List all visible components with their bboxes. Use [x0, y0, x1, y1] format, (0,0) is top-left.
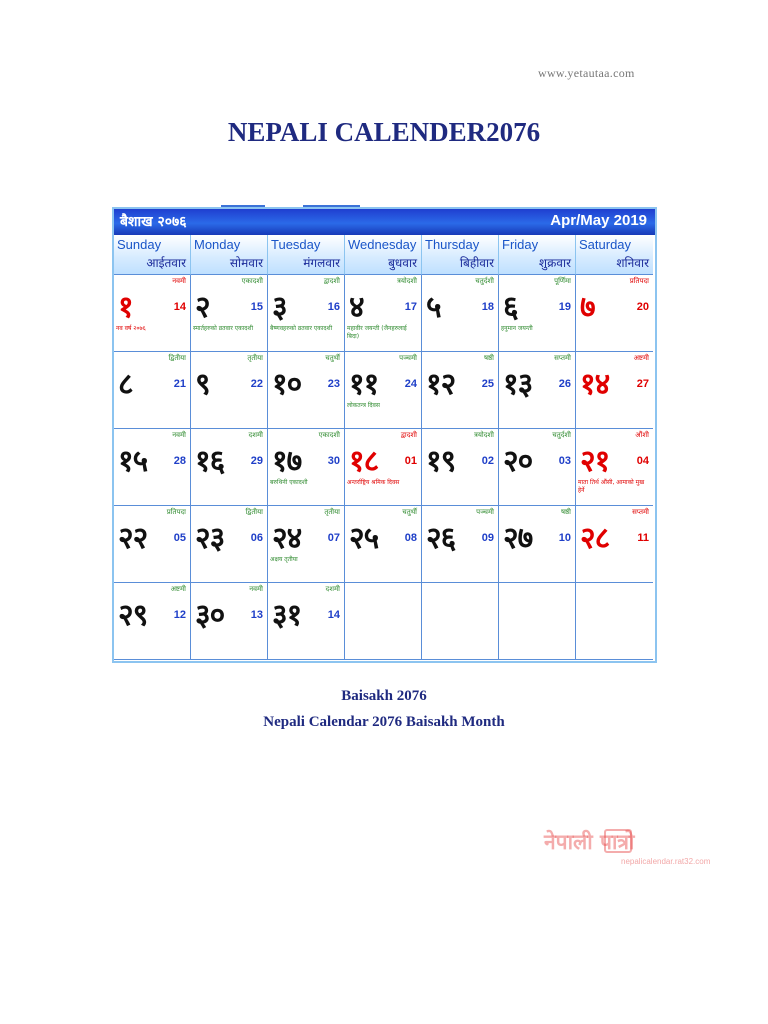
tithi-label: एकादशी — [318, 431, 340, 439]
tithi-label: द्वितीया — [168, 354, 186, 362]
tithi-label: नवमी — [172, 431, 186, 439]
tithi-label: औंशी — [635, 431, 649, 439]
day-cell[interactable] — [422, 429, 499, 506]
weekday-header — [499, 235, 576, 275]
weekday-nepali: आईतवार — [146, 256, 186, 270]
nepali-date: १७ — [272, 444, 302, 479]
day-cell[interactable] — [114, 275, 191, 352]
day-cell[interactable] — [114, 583, 191, 660]
day-cell[interactable] — [268, 583, 345, 660]
weekday-english: Thursday — [425, 237, 480, 252]
day-cell[interactable] — [268, 429, 345, 506]
event-label: नव वर्ष २०७६ — [116, 325, 146, 332]
english-date: 29 — [250, 455, 263, 467]
english-date: 17 — [404, 301, 417, 313]
day-cell[interactable] — [499, 429, 576, 506]
weekday-english: Sunday — [117, 237, 162, 252]
english-date: 18 — [481, 301, 494, 313]
nepali-date: १ — [118, 290, 133, 325]
day-cell[interactable] — [268, 352, 345, 429]
tithi-label: तृतीया — [324, 508, 340, 516]
nepali-date: ८ — [118, 367, 133, 402]
empty-cell — [499, 583, 576, 660]
weekday-header — [345, 235, 422, 275]
nepali-date: २५ — [349, 521, 379, 556]
day-cell[interactable] — [268, 506, 345, 583]
weekday-row — [114, 235, 655, 275]
english-date: 12 — [173, 609, 186, 621]
nepali-date: २२ — [118, 521, 148, 556]
tithi-label: षष्ठी — [484, 354, 494, 362]
tithi-label: दशमी — [325, 585, 340, 593]
nepali-date: २ — [195, 290, 210, 325]
tithi-label: प्रतिपदा — [166, 508, 186, 516]
day-cell[interactable] — [345, 429, 422, 506]
nepali-date: १४ — [580, 367, 610, 402]
english-date: 04 — [636, 455, 649, 467]
english-date: 16 — [327, 301, 340, 313]
day-cell[interactable] — [114, 352, 191, 429]
weekday-header — [114, 235, 191, 275]
nepali-date: २१ — [580, 444, 610, 479]
caption-description: Nepali Calendar 2076 Baisakh Month — [263, 714, 505, 730]
event-label: अक्षय तृतीया — [270, 556, 298, 563]
day-cell[interactable] — [345, 352, 422, 429]
empty-cell — [576, 583, 653, 660]
day-cell[interactable] — [499, 352, 576, 429]
nepali-month-year: बैशाख २०७६ — [120, 214, 187, 230]
nepali-date: ३० — [195, 598, 225, 633]
nepali-date: २७ — [503, 521, 533, 556]
day-cell[interactable] — [422, 275, 499, 352]
tithi-label: त्रयोदशी — [396, 277, 417, 285]
day-cell[interactable] — [422, 352, 499, 429]
nepali-date: २० — [503, 444, 533, 479]
weekday-nepali: मंगलवार — [303, 256, 340, 270]
english-date: 02 — [481, 455, 494, 467]
weekday-english: Wednesday — [348, 237, 417, 252]
english-date: 22 — [250, 378, 263, 390]
nepali-date: ३१ — [272, 598, 302, 633]
event-label: लोकतन्त्र दिवस — [347, 402, 380, 409]
day-cell[interactable] — [191, 275, 268, 352]
nepali-date: २६ — [426, 521, 456, 556]
weekday-nepali: बिहीवार — [459, 256, 494, 270]
day-cell[interactable] — [191, 506, 268, 583]
day-cell[interactable] — [576, 429, 653, 506]
tithi-label: सप्तमी — [554, 354, 571, 362]
english-date: 24 — [404, 378, 417, 390]
english-date: 19 — [558, 301, 571, 313]
english-date: 05 — [173, 532, 186, 544]
watermark-url: nepalicalendar.rat32.com — [621, 857, 711, 866]
tithi-label: सप्तमी — [632, 508, 649, 516]
english-date: 07 — [327, 532, 340, 544]
tithi-label: षष्ठी — [561, 508, 571, 516]
english-date: 01 — [404, 455, 417, 467]
day-cell[interactable] — [576, 506, 653, 583]
event-label: हनुमान जयन्ती — [501, 325, 533, 332]
english-date: 28 — [173, 455, 186, 467]
watermark-logo-text: नेपाली पात्रो — [544, 830, 635, 854]
tithi-label: दशमी — [248, 431, 263, 439]
english-date: 13 — [250, 609, 263, 621]
nepali-date: १२ — [426, 367, 456, 402]
nepali-date: २४ — [272, 521, 302, 556]
nepali-date: ३ — [272, 290, 287, 325]
event-label: महावीर जयन्ती (जैनहरुलाई बिदा) — [347, 325, 407, 340]
caption-month: Baisakh 2076 — [341, 688, 427, 704]
day-cell[interactable] — [345, 275, 422, 352]
weekday-english: Tuesday — [271, 237, 321, 252]
event-label: बैष्णवहरुको व्रतवार एकादशी — [270, 325, 333, 332]
tithi-label: एकादशी — [241, 277, 263, 285]
english-date: 11 — [637, 532, 649, 544]
tithi-label: द्वादशी — [323, 277, 340, 285]
tithi-label: पञ्चमी — [399, 354, 417, 362]
nepali-date: ९ — [195, 367, 210, 402]
empty-cell — [422, 583, 499, 660]
nepali-date: ४ — [349, 290, 364, 325]
nepali-date: ११ — [349, 367, 379, 402]
english-date: 20 — [636, 301, 649, 313]
day-cell[interactable] — [345, 506, 422, 583]
weekday-header — [422, 235, 499, 275]
event-label: माता तिर्थ औंसी, आमाको मुख हेर्ने — [578, 479, 645, 494]
calendar-header — [114, 209, 655, 235]
tithi-label: त्रयोदशी — [473, 431, 494, 439]
english-date: 15 — [250, 301, 263, 313]
tithi-label: चतुर्थी — [325, 354, 340, 362]
weekday-header — [576, 235, 653, 275]
nepali-date: १९ — [426, 444, 456, 479]
nepali-date: २३ — [195, 521, 225, 556]
tithi-label: चतुर्दशी — [475, 277, 494, 285]
english-date: 14 — [327, 609, 340, 621]
english-date: 09 — [481, 532, 494, 544]
weekday-header — [191, 235, 268, 275]
english-date: 23 — [327, 378, 340, 390]
weekday-nepali: शनिवार — [616, 256, 649, 270]
weekday-nepali: सोमवार — [229, 256, 263, 270]
nepali-date: १५ — [118, 444, 148, 479]
day-cell[interactable] — [191, 429, 268, 506]
english-month-year: Apr/May 2019 — [550, 212, 647, 229]
weekday-english: Saturday — [579, 237, 632, 252]
event-label: बरुथिनी एकादशी — [270, 479, 308, 486]
english-date: 14 — [173, 301, 186, 313]
day-cell[interactable] — [422, 506, 499, 583]
weekday-nepali: बुधवार — [388, 256, 417, 270]
weekday-nepali: शुक्रवार — [538, 256, 571, 270]
tithi-label: द्वितीया — [245, 508, 263, 516]
page-title: NEPALI CALENDER2076 — [227, 117, 541, 147]
event-label: अन्तर्राष्ट्रिय श्रमिक दिवस — [347, 479, 400, 486]
empty-cell — [345, 583, 422, 660]
day-cell[interactable] — [114, 506, 191, 583]
english-date: 21 — [173, 378, 186, 390]
calendar-grid — [114, 275, 655, 660]
nepali-date: ५ — [426, 290, 441, 325]
day-cell[interactable] — [268, 275, 345, 352]
day-cell[interactable] — [114, 429, 191, 506]
nepali-date: २८ — [580, 521, 610, 556]
site-url[interactable]: www.yetautaa.com — [538, 66, 635, 80]
tithi-label: अष्टमी — [633, 354, 649, 362]
tithi-label: पञ्चमी — [476, 508, 494, 516]
day-cell[interactable] — [499, 506, 576, 583]
nepali-date: २९ — [118, 598, 148, 633]
tithi-label: नवमी — [172, 277, 186, 285]
day-cell[interactable] — [576, 352, 653, 429]
nepali-date: ७ — [580, 290, 595, 325]
tithi-label: अष्टमी — [170, 585, 186, 593]
nepali-date: १३ — [503, 367, 533, 402]
english-date: 26 — [558, 378, 571, 390]
day-cell[interactable] — [191, 583, 268, 660]
english-date: 27 — [636, 378, 649, 390]
english-date: 03 — [558, 455, 571, 467]
event-label: स्मार्तहरुको व्रतवार एकादशी — [193, 325, 254, 332]
english-date: 30 — [327, 455, 340, 467]
day-cell[interactable] — [576, 275, 653, 352]
tithi-label: नवमी — [249, 585, 263, 593]
english-date: 08 — [404, 532, 417, 544]
nepali-date: १८ — [349, 444, 379, 479]
weekday-english: Monday — [194, 237, 241, 252]
tithi-label: प्रतिपदा — [629, 277, 649, 285]
day-cell[interactable] — [499, 275, 576, 352]
english-date: 10 — [558, 532, 571, 544]
tithi-label: चतुर्थी — [402, 508, 417, 516]
nepali-date: १६ — [195, 444, 225, 479]
nepali-date: ६ — [503, 290, 518, 325]
tithi-label: पूर्णिमा — [554, 277, 571, 285]
english-date: 25 — [481, 378, 494, 390]
nepali-date: १० — [272, 367, 302, 402]
weekday-header — [268, 235, 345, 275]
english-date: 06 — [250, 532, 263, 544]
tithi-label: द्वादशी — [400, 431, 417, 439]
tithi-label: चतुर्दशी — [552, 431, 571, 439]
weekday-english: Friday — [502, 237, 539, 252]
day-cell[interactable] — [191, 352, 268, 429]
tithi-label: तृतीया — [247, 354, 263, 362]
